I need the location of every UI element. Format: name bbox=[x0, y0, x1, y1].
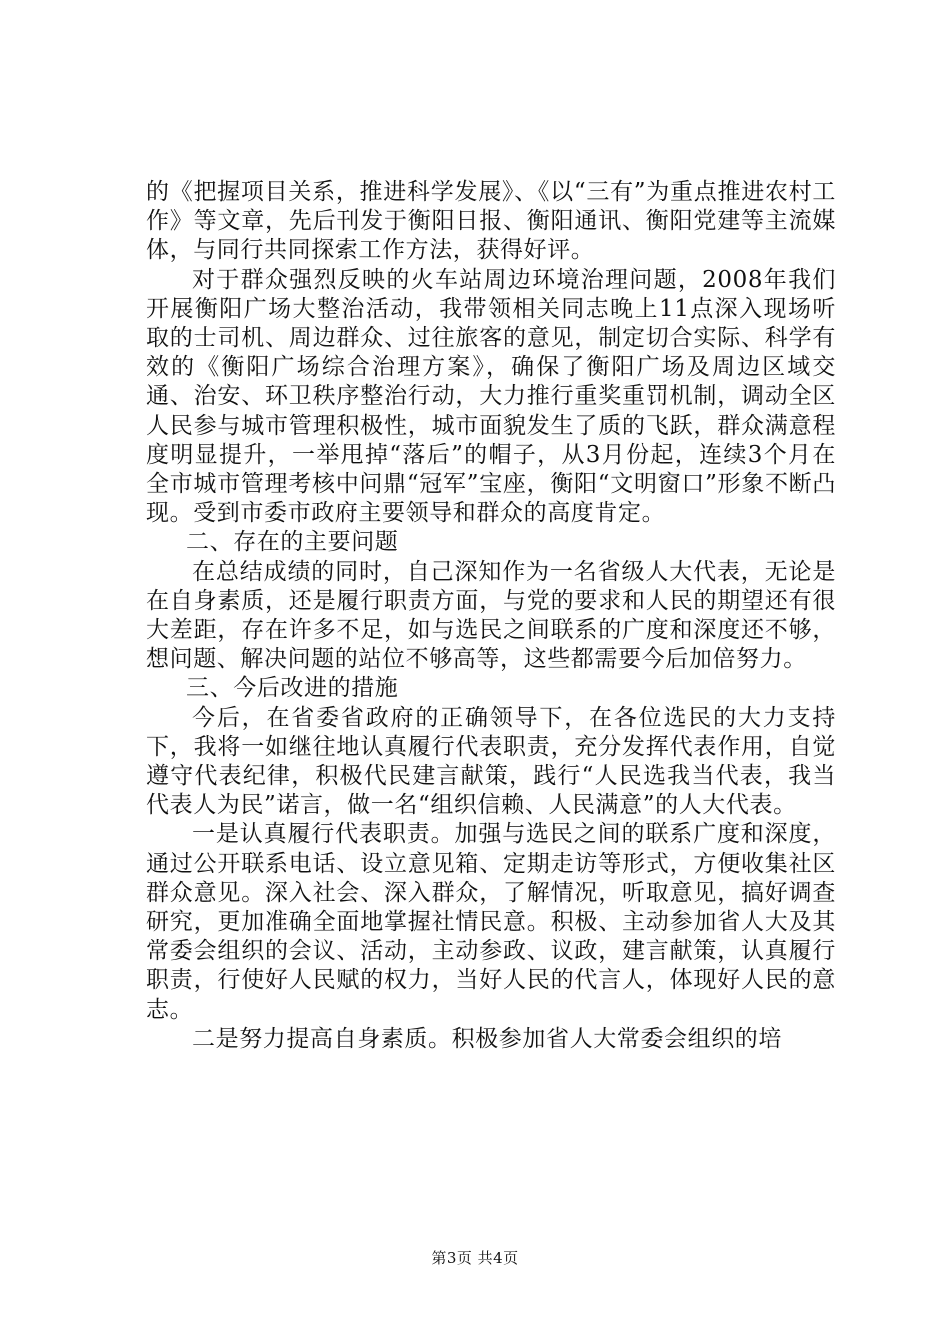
section-heading-measures: 三、今后改进的措施 bbox=[186, 675, 399, 702]
paragraph-problems: 在总结成绩的同时，自己深知作为一名省级人大代表，无论是在自身素质，还是履行职责方面，与党的要求和人民的期望还有很大差距，存在许多不足，如与选民之间联系的广度和深度还不够，想问题、解决问题的站位不够高等，这些都需要今后加倍努力。 bbox=[146, 558, 836, 673]
document-body bbox=[146, 178, 836, 1054]
paragraph-measure-two: 二是努力提高自身素质。积极参加省人大常委会组织的培 bbox=[192, 1025, 782, 1052]
paragraph-square-renovation: 对于群众强烈反映的火车站周边环境治理问题，2008年我们开展衡阳广场大整治活动，我带领相关同志晚上11点深入现场听取的士司机、周边群众、过往旅客的意见，制定切合实际、科学有效的《衡阳广场综合治理方案》，确保了衡阳广场及周边区域交通、治安、环卫秩序整治行动，大力推行重奖重罚机制，调动全区人民参与城市管理积极性，城市面貌发生了质的飞跃，群众满意程度明显提升，一举甩掉“落后”的帽子，从3月份起，连续3个月在全市城市管理考核中问鼎“冠军”宝座，衡阳“文明窗口”形象不断凸现。受到市委市政府主要领导和群众的高度肯定。 bbox=[146, 266, 836, 527]
paragraph-continuation: 的《把握项目关系，推进科学发展》、《以“三有”为重点推进农村工作》等文章，先后刊发于衡阳日报、衡阳通讯、衡阳党建等主流媒体，与同行共同探索工作方法，获得好评。 bbox=[146, 179, 836, 264]
paragraph-measure-one: 一是认真履行代表职责。加强与选民之间的联系广度和深度，通过公开联系电话、设立意见箱、定期走访等形式，方便收集社区群众意见。深入社会、深入群众，了解情况，听取意见，搞好调查研究，更加准确全面地掌握社情民意。积极、主动参加省人大及其常委会组织的会议、活动，主动参政、议政，建言献策，认真履行职责，行使好人民赋的权力，当好人民的代言人，体现好人民的意志。 bbox=[146, 821, 836, 1023]
section-heading-problems: 二、存在的主要问题 bbox=[186, 529, 399, 556]
page-number-footer: 第3页 共4页 bbox=[431, 1249, 519, 1267]
paragraph-measures-intro: 今后，在省委省政府的正确领导下，在各位选民的大力支持下，我将一如继往地认真履行代表职责，充分发挥代表作用，自觉遵守代表纪律，积极代民建言献策，践行“人民选我当代表，我当代表人为民”诺言，做一名“组织信赖、人民满意”的人大代表。 bbox=[146, 704, 836, 819]
